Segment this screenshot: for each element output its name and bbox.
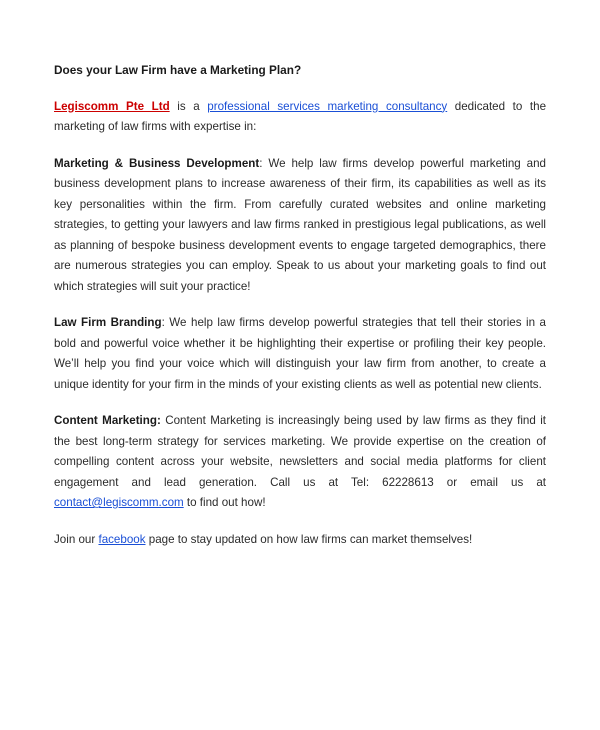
- section-heading: Law Firm Branding: [54, 316, 162, 329]
- consultancy-link[interactable]: professional services marketing consultancy: [207, 99, 448, 113]
- facebook-link[interactable]: facebook: [98, 532, 146, 546]
- section-body: Content Marketing is increasingly being used by law firms as they find it the best long-term strategy for services marketing. We provide expertise on the creation of compelling content across your website, newsletters and social media platforms for client engagement and lead generation. Call us at Tel: 62228613 or email us at: [54, 414, 546, 489]
- section-tail: to find out how!: [183, 496, 266, 509]
- section-content-marketing: [54, 411, 546, 514]
- document: [54, 60, 546, 566]
- section-heading: Content Marketing:: [54, 414, 161, 427]
- closing-paragraph: [54, 530, 546, 551]
- intro-text-2: dedicated to the marketing of law firms with expertise in:: [54, 99, 547, 133]
- section-body: : We help law firms develop powerful marketing and business development plans to increase awareness of their firm, its capabilities as well as its key personalities within the firm. From carefully curated websites and online marketing strategies, to getting your lawyers and law firms ranked in prestigious legal publications, as well as planning of bespoke business development events to engage targeted demographics, there are numerous strategies you can employ. Speak to us about your marketing goals to find out which strategies will suit your practice!: [54, 156, 546, 293]
- page-title: Does your Law Firm have a Marketing Plan?: [54, 63, 302, 77]
- intro-paragraph: [54, 97, 546, 138]
- section-marketing-business-development: [54, 154, 546, 298]
- closing-text-1: Join our: [54, 532, 99, 546]
- closing-text-2: page to stay updated on how law firms can market themselves!: [145, 532, 473, 546]
- brand-link[interactable]: Legiscomm Pte Ltd: [54, 99, 170, 113]
- email-link[interactable]: contact@legiscomm.com: [54, 496, 184, 509]
- section-body: : We help law firms develop powerful strategies that tell their stories in a bold and powerful voice whether it be highlighting their expertise or profiling their key people. We’ll help you find your voice which will distinguish your law firm from another, to create a unique identity for your firm in the minds of your existing clients as well as potential new clients.: [54, 316, 547, 391]
- section-law-firm-branding: [54, 313, 546, 395]
- section-heading: Marketing & Business Development: [54, 156, 260, 170]
- intro-text-1: is a: [169, 99, 208, 113]
